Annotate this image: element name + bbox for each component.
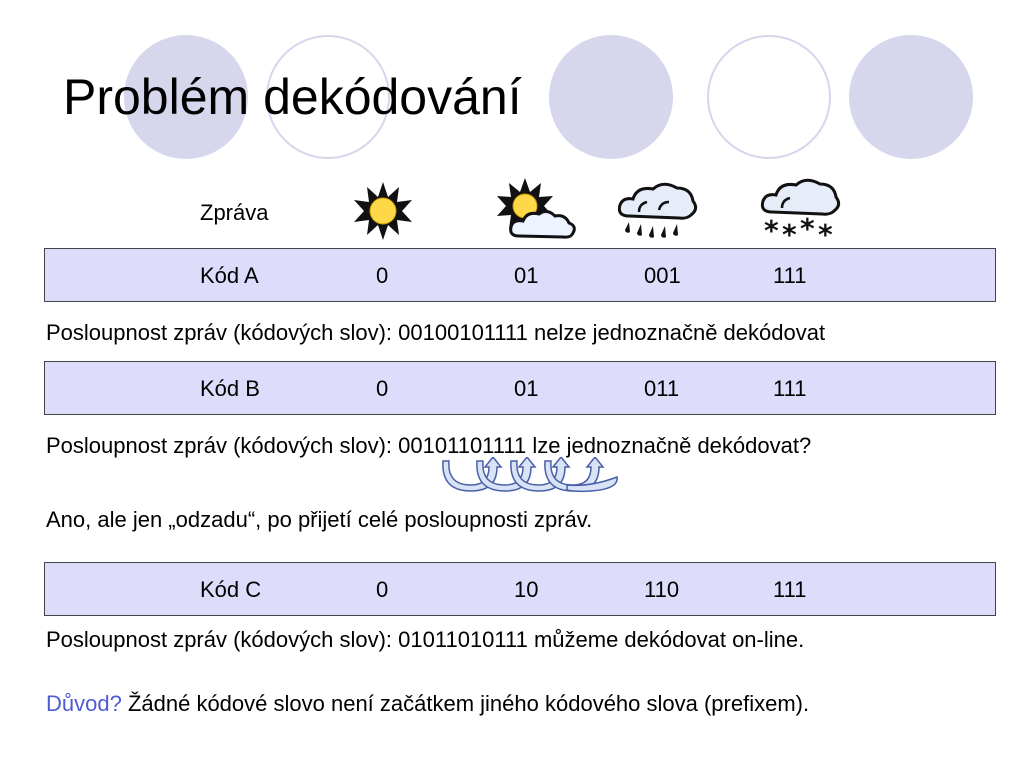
- slide-title: Problém dekódování: [63, 69, 522, 125]
- codeword: 111: [773, 577, 807, 602]
- codeword: 01: [514, 376, 539, 401]
- curved-arrows-icon: [441, 457, 621, 493]
- codeword: 10: [514, 577, 539, 602]
- sequence-text-c: Posloupnost zpráv (kódových slov): 01011010111 můžeme dekódovat on-line.: [46, 627, 805, 652]
- reason-label: Důvod?: [46, 691, 122, 716]
- svg-text:*: *: [818, 218, 833, 244]
- codeword: 0: [376, 376, 389, 401]
- rain-cloud-icon: [615, 178, 699, 244]
- codeword: 01: [514, 263, 539, 288]
- reason-text: [46, 691, 809, 717]
- sun-icon: [350, 180, 416, 242]
- code-row-a: [44, 248, 996, 302]
- svg-text:*: *: [800, 212, 815, 244]
- decor-circle-filled: [849, 35, 973, 159]
- codeword: 001: [644, 263, 681, 288]
- snow-cloud-icon: [758, 176, 842, 244]
- code-name: Kód A: [200, 263, 259, 288]
- reason-body: Žádné kódové slovo není začátkem jiného kódového slova (prefixem).: [121, 691, 810, 716]
- code-name: Kód C: [200, 577, 262, 602]
- sequence-text-b: Posloupnost zpráv (kódových slov): 00101101111 lze jednoznačně dekódovat?: [46, 433, 812, 458]
- svg-text:*: *: [764, 214, 779, 244]
- sequence-text-a: Posloupnost zpráv (kódových slov): 00100101111 nelze jednoznačně dekódovat: [46, 320, 826, 345]
- decor-circle-filled: [549, 35, 673, 159]
- codeword: 011: [644, 376, 680, 401]
- code-row-c: [44, 562, 996, 616]
- sun-behind-cloud-icon: [495, 178, 577, 242]
- decor-circle-outline: [707, 35, 831, 159]
- codeword: 0: [376, 577, 389, 602]
- answer-text: Ano, ale jen „odzadu“, po přijetí celé posloupnosti zpráv.: [46, 507, 593, 532]
- codeword: 0: [376, 263, 389, 288]
- code-row-b: [44, 361, 996, 415]
- codeword: 111: [773, 263, 807, 288]
- codeword: 110: [644, 577, 680, 602]
- message-label: Zpráva: [200, 200, 269, 225]
- codeword: 111: [773, 376, 807, 401]
- code-name: Kód B: [200, 376, 260, 401]
- svg-text:*: *: [782, 218, 797, 244]
